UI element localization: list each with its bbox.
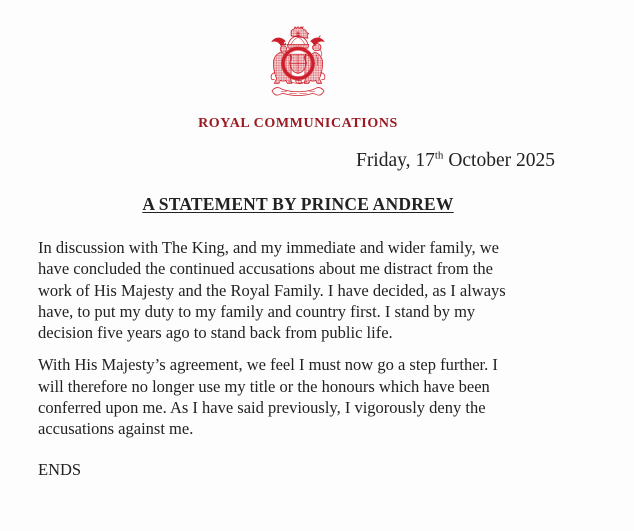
dateline <box>38 149 558 173</box>
paragraph-line: With His Majesty’s agreement, we feel I must now go a step further. I <box>38 355 498 375</box>
paragraph-line: accusations against me. <box>38 419 194 439</box>
date-ordinal: th <box>434 149 444 162</box>
statement-title: A STATEMENT BY PRINCE ANDREW <box>142 194 454 214</box>
paragraph-line: In discussion with The King, and my immediate and wider family, we <box>38 238 499 257</box>
paragraph-line: have, to put my duty to my family and country first. I stand by my <box>38 301 476 321</box>
statement-paragraph-2 <box>38 354 558 439</box>
paragraph-line: decision five years ago to stand back from public life. <box>38 323 393 343</box>
ends-label: ENDS <box>38 459 82 479</box>
paragraph-line: work of His Majesty and the Royal Family. I have decided, as I always <box>38 280 506 300</box>
date-suffix: October 2025 <box>443 150 555 171</box>
paragraph-line: conferred upon me. As I have said previously, I vigorously deny the <box>38 398 486 418</box>
org-name: ROYAL COMMUNICATIONS <box>198 116 398 131</box>
statement-paragraph-1 <box>38 237 558 343</box>
paragraph-line: have concluded the continued accusations about me distract from the <box>38 259 493 279</box>
crest-container <box>38 26 558 104</box>
paragraph-line: will therefore no longer use my title or the honours which have been <box>38 376 490 396</box>
statement-document <box>38 0 558 480</box>
royal-coat-of-arms-icon <box>252 26 344 104</box>
date-prefix: Friday, 17 <box>355 150 435 171</box>
